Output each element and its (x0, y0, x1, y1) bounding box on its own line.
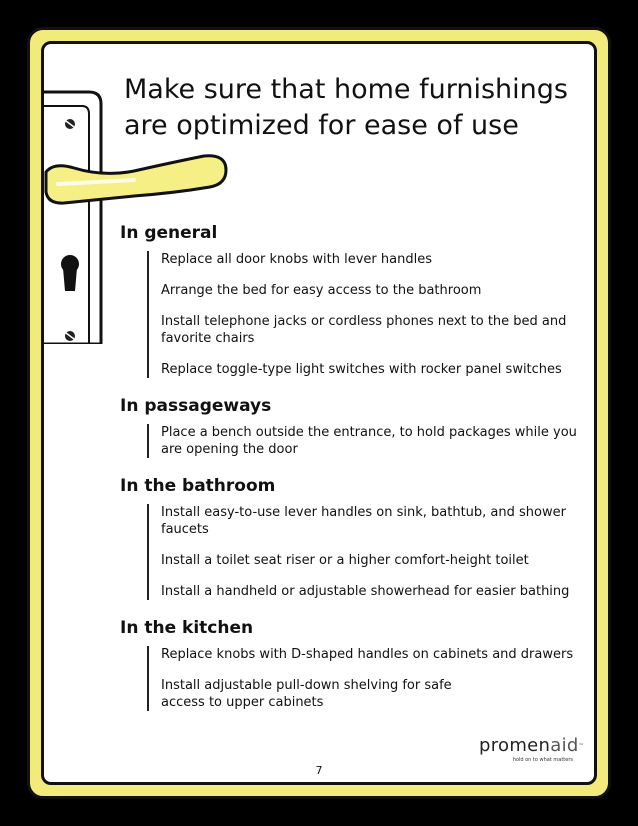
list-item: Install a toilet seat riser or a higher comfort-height toilet (161, 553, 529, 568)
list-item: Replace all door knobs with lever handles (161, 252, 432, 267)
screw-icon (65, 119, 75, 129)
logo-wordmark: promenaid™ (479, 735, 584, 756)
list-item: Arrange the bed for easy access to the bathroom (161, 283, 482, 298)
item-list (147, 646, 574, 711)
item-list (147, 251, 590, 378)
list-item: Install telephone jacks or cordless phones next to the bed and favorite chairs (161, 314, 567, 346)
screw-icon (65, 331, 75, 341)
page-title: Make sure that home furnishings are optimized for ease of use (124, 74, 568, 141)
list-item: Place a bench outside the entrance, to hold packages while you are opening the door (161, 425, 577, 457)
list-item: Install a handheld or adjustable showerhead for easier bathing (161, 584, 570, 599)
section-heading: In passageways (120, 396, 272, 416)
content (120, 219, 590, 719)
promenaid-logo (479, 735, 584, 766)
list-item: Replace knobs with D-shaped handles on cabinets and drawers (161, 647, 574, 662)
item-list (147, 424, 590, 458)
item-list (147, 504, 590, 600)
page-number: 7 (315, 764, 323, 777)
logo-tagline: hold on to what matters (512, 757, 573, 763)
list-item: Install easy-to-use lever handles on sink, bathtub, and shower faucets (161, 505, 566, 537)
list-item: Install adjustable pull-down shelving for safe access to upper cabinets (161, 678, 452, 710)
section-heading: In general (120, 223, 218, 243)
page-panel (41, 41, 597, 785)
list-item: Replace toggle-type light switches with rocker panel switches (161, 362, 562, 377)
section-heading: In the kitchen (120, 618, 254, 638)
section-heading: In the bathroom (120, 476, 276, 496)
